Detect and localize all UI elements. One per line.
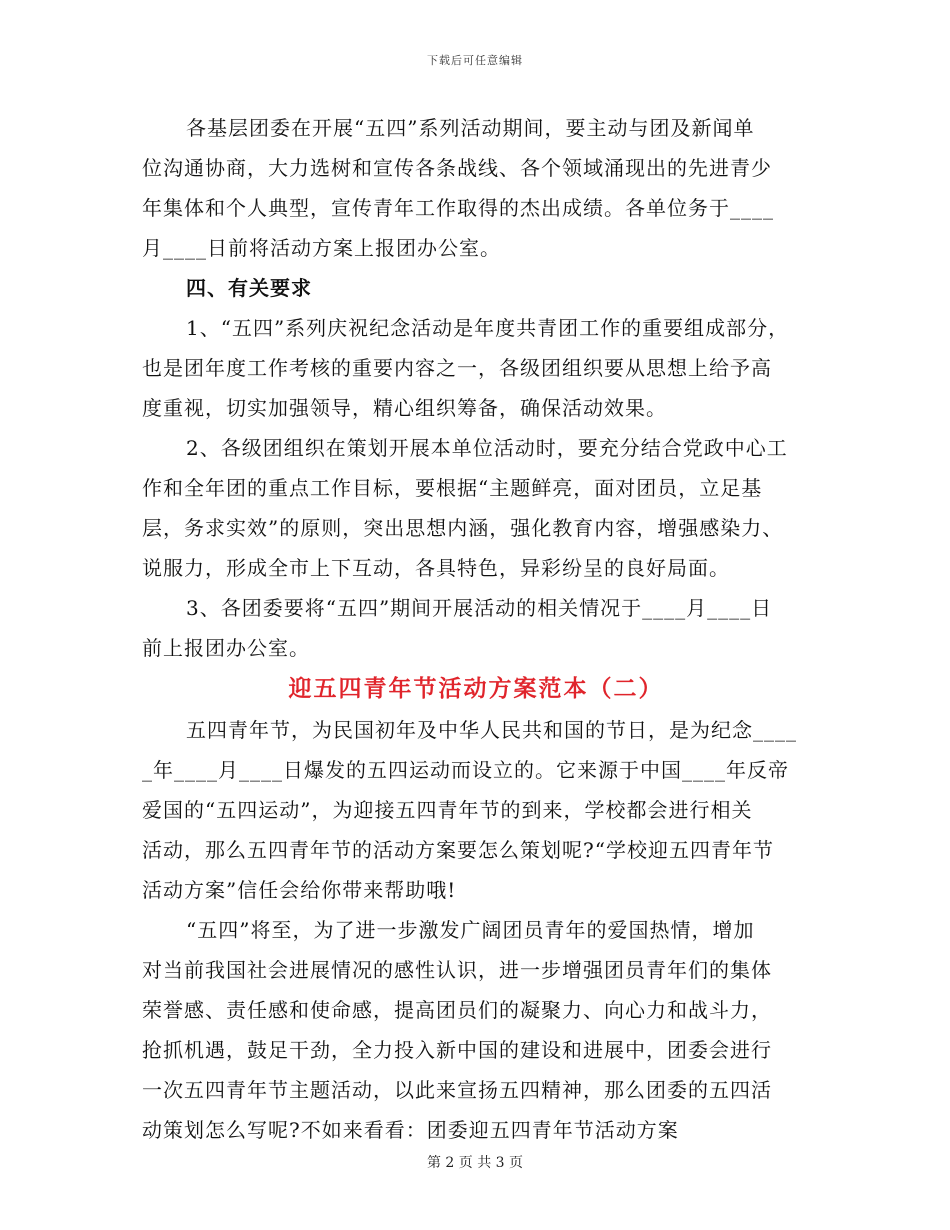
section-heading: 四、有关要求 <box>186 276 312 300</box>
text-line: 五四青年节，为民国初年及中华人民共和国的节日，是为纪念____ <box>186 718 797 742</box>
document-body <box>142 108 822 1150</box>
text-line: 活动方案”信任会给你带来帮助哦! <box>142 878 457 902</box>
text-line: 荣誉感、责任感和使命感，提高团员们的凝聚力、向心力和战斗力， <box>142 998 772 1022</box>
paragraph-group-2 <box>142 710 822 1150</box>
text-line: 各基层团委在开展“五四”系列活动期间，要主动与团及新闻单 <box>186 116 755 140</box>
text-line: 作和全年团的重点工作目标，要根据“主题鲜亮，面对团员，立足基 <box>142 476 763 500</box>
text-line: 月____日前将活动方案上报团办公室。 <box>142 236 501 260</box>
text-line: 3、各团委要将“五四”期间开展活动的相关情况于____月____日 <box>186 596 773 620</box>
text-line: 抢抓机遇，鼓足干劲，全力投入新中国的建设和进展中，团委会进行 <box>142 1038 772 1062</box>
text-line: _年____月____日爆发的五四运动而设立的。它来源于中国____年反帝 <box>142 758 789 782</box>
section-title: 迎五四青年节活动方案范本（二） <box>288 675 664 702</box>
text-line: “五四”将至，为了进一步激发广阔团员青年的爱国热情，增加 <box>186 918 755 942</box>
text-line: 1、“五四”系列庆祝纪念活动是年度共青团工作的重要组成部分， <box>186 316 790 340</box>
page-footer: 第 2 页 共 3 页 <box>426 1155 524 1171</box>
text-line: 对当前我国社会进展情况的感性认识，进一步增强团员青年们的集体 <box>142 958 772 982</box>
paragraph-group-1 <box>142 108 822 668</box>
text-line: 一次五四青年节主题活动，以此来宣扬五四精神，那么团委的五四活 <box>142 1078 772 1102</box>
page-header: 下载后可任意编辑 <box>427 54 523 67</box>
text-line: 爱国的“五四运动”，为迎接五四青年节的到来，学校都会进行相关 <box>142 798 753 822</box>
text-line: 层，务求实效”的原则，突出思想内涵，强化教育内容，增强感染力、 <box>142 516 784 540</box>
text-line: 年集体和个人典型，宣传青年工作取得的杰出成绩。各单位务于____ <box>142 196 774 220</box>
text-line: 动策划怎么写呢?不如来看看：团委迎五四青年节活动方案 <box>142 1118 679 1142</box>
text-line: 也是团年度工作考核的重要内容之一，各级团组织要从思想上给予高 <box>142 356 772 380</box>
text-line: 说服力，形成全市上下互动，各具特色，异彩纷呈的良好局面。 <box>142 556 730 580</box>
text-line: 前上报团办公室。 <box>142 636 310 660</box>
text-line: 活动，那么五四青年节的活动方案要怎么策划呢?“学校迎五四青年节 <box>142 838 774 862</box>
text-line: 度重视，切实加强领导，精心组织筹备，确保活动效果。 <box>142 396 667 420</box>
text-line: 2、各级团组织在策划开展本单位活动时，要充分结合党政中心工 <box>186 436 788 460</box>
text-line: 位沟通协商，大力选树和宣传各条战线、各个领域涌现出的先进青少 <box>142 156 772 180</box>
